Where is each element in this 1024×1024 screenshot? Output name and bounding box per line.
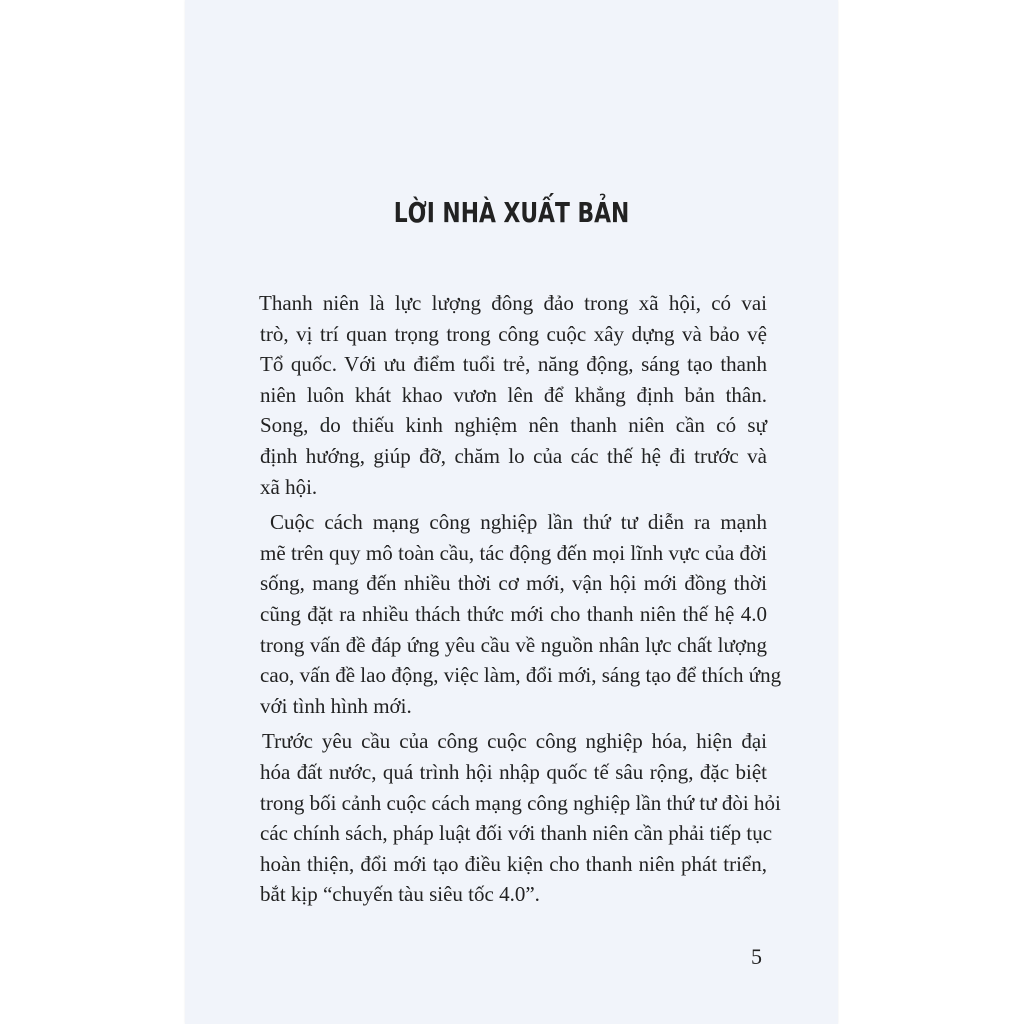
- page-title: LỜI NHÀ XUẤT BẢN: [393, 196, 630, 229]
- text-line: Song, do thiếu kinh nghiệm nên thanh niên cần có sự: [260, 413, 767, 438]
- paragraph: [257, 726, 781, 910]
- text-line: Thanh niên là lực lượng đông đảo trong xã hội, có vai: [259, 291, 767, 315]
- page-number: 5: [751, 944, 762, 969]
- book-page: [185, 0, 838, 1024]
- text-line: Trước yêu cầu của công cuộc công nghiệp hóa, hiện đại: [262, 729, 767, 754]
- text-line: hoàn thiện, đổi mới tạo điều kiện cho thanh niên phát triển,: [260, 851, 767, 876]
- text-line: các chính sách, pháp luật đối với thanh niên cần phải tiếp tục: [260, 821, 773, 846]
- text-line: xã hội.: [260, 474, 318, 499]
- text-line: Tổ quốc. Với ưu điểm tuổi trẻ, năng động, sáng tạo thanh: [260, 352, 767, 377]
- text-line: bắt kịp “chuyến tàu siêu tốc 4.0”.: [260, 882, 540, 907]
- paragraph: [257, 288, 767, 502]
- text-line: niên luôn khát khao vươn lên để khẳng định bản thân.: [260, 382, 767, 407]
- text-line: Cuộc cách mạng công nghiệp lần thứ tư diễn ra mạnh: [270, 510, 767, 535]
- text-line: trong bối cảnh cuộc cách mạng công nghiệp lần thứ tư đòi hỏi: [260, 790, 781, 815]
- text-line: cao, vấn đề lao động, việc làm, đổi mới, sáng tạo để thích ứng: [260, 663, 782, 688]
- paragraph: [257, 507, 782, 721]
- body-text: [257, 288, 782, 910]
- text-line: trong vấn đề đáp ứng yêu cầu về nguồn nhân lực chất lượng: [260, 632, 767, 657]
- text-line: hóa đất nước, quá trình hội nhập quốc tế sâu rộng, đặc biệt: [260, 759, 767, 784]
- text-line: định hướng, giúp đỡ, chăm lo của các thế hệ đi trước và: [260, 443, 767, 468]
- text-line: mẽ trên quy mô toàn cầu, tác động đến mọi lĩnh vực của đời: [260, 540, 767, 565]
- text-line: cũng đặt ra nhiều thách thức mới cho thanh niên thế hệ 4.0: [260, 601, 767, 626]
- text-line: sống, mang đến nhiều thời cơ mới, vận hội mới đồng thời: [260, 571, 767, 596]
- text-line: với tình hình mới.: [260, 693, 412, 718]
- text-line: trò, vị trí quan trọng trong công cuộc xây dựng và bảo vệ: [260, 321, 767, 346]
